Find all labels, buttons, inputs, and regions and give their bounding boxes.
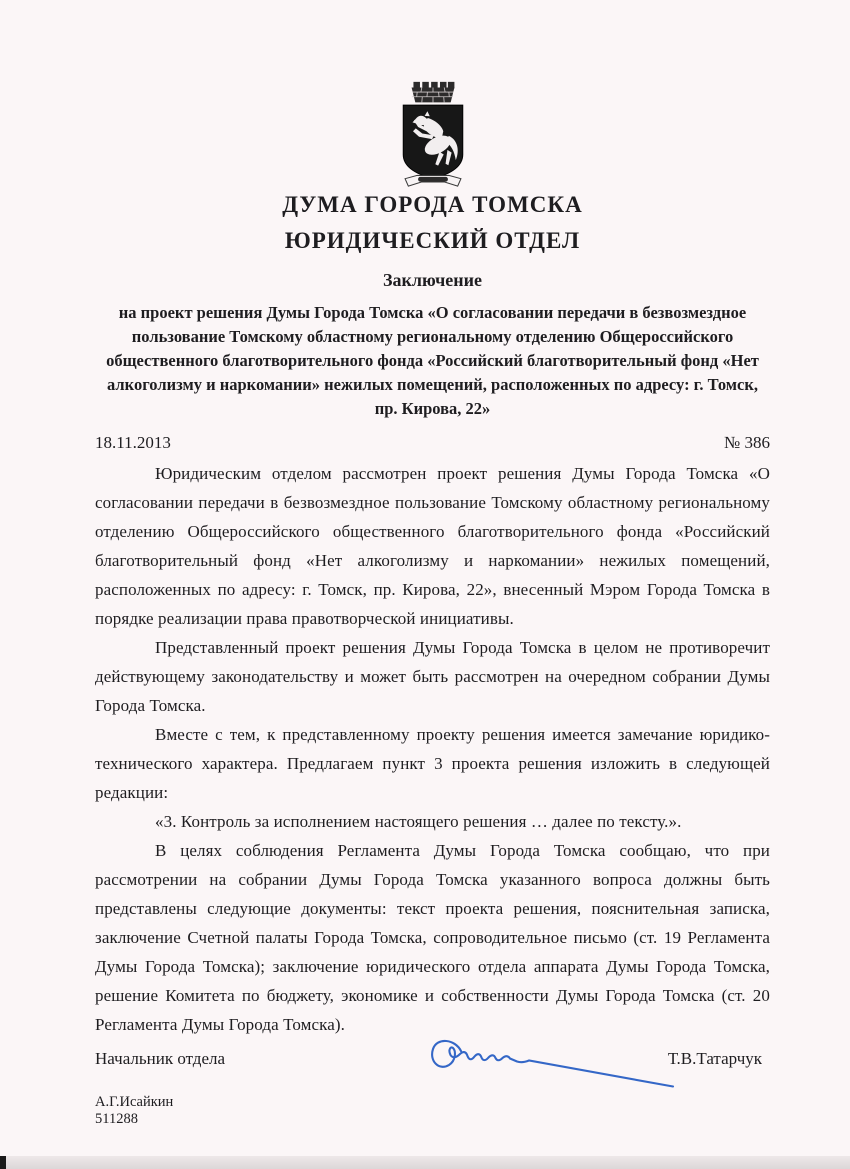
executor-phone: 511288: [95, 1111, 138, 1127]
executor-name: А.Г.Исайкин: [95, 1094, 174, 1110]
document-subject: на проект решения Думы Города Томска «О согласовании передачи в безвозмездное пользование Томскому областному региональному отделению Общероссийского общественного благотворительного фонда «Российский благотворительный фонд «Нет алкоголизму и наркомании» нежилых помещений, расположенных по адресу: г. Томск, пр. Кирова, 22»: [106, 303, 759, 418]
body-paragraph: Юридическим отделом рассмотрен проект решения Думы Города Томска «О согласовании передачи в безвозмездное пользование Томскому областному региональному отделению Общероссийского общественного благотворительного фонда «Российский благотворительный фонд «Нет алкоголизму и наркомании» нежилых помещений, расположенных по адресу: г. Томск, пр. Кирова, 22», внесенный Мэром Города Томска в порядке реализации права правотворческой инициативы.: [95, 464, 770, 628]
department-name: ЮРИДИЧЕСКИЙ ОТДЕЛ: [284, 228, 581, 253]
letter-body: [95, 459, 770, 1039]
ribbon-banner-icon: [405, 175, 461, 186]
document-number: № 386: [724, 433, 770, 452]
scan-edge-mark: [0, 1156, 6, 1169]
tomsk-coat-of-arms-icon: [384, 80, 482, 188]
date-number-row: [95, 433, 770, 453]
org-name: ДУМА ГОРОДА ТОМСКА: [282, 192, 583, 217]
body-paragraph: Представленный проект решения Думы Города Томска в целом не противоречит действующему законодательству и может быть рассмотрен на очередном собрании Думы Города Томска.: [95, 638, 770, 715]
executor-block: [95, 1094, 173, 1128]
handwritten-signature-icon: [425, 1033, 681, 1095]
body-paragraph: Вместе с тем, к представленному проекту решения имеется замечание юридико-технического характера. Предлагаем пункт 3 проекта решения изложить в следующей редакции:: [95, 725, 770, 802]
scan-edge-band: [0, 1156, 850, 1169]
mural-crown-icon: [411, 82, 454, 102]
document-date: 18.11.2013: [95, 433, 171, 452]
body-paragraph: В целях соблюдения Регламента Думы Города Томска сообщаю, что при рассмотрении на собрании Думы Города Томска указанного вопроса должны быть представлены следующие документы: текст проекта решения, пояснительная записка, заключение Счетной палаты Города Томска, сопроводительное письмо (ст. 19 Регламента Думы Города Томска); заключение юридического отдела аппарата Думы Города Томска, решение Комитета по бюджету, экономике и собственности Думы Города Томска (ст. 20 Регламента Думы Города Томска).: [95, 841, 770, 1034]
body-paragraph: «3. Контроль за исполнением настоящего решения … далее по тексту.».: [155, 812, 682, 831]
document-type-heading: Заключение: [383, 270, 482, 290]
signature-block: [95, 1049, 770, 1069]
signer-position: Начальник отдела: [95, 1049, 226, 1068]
signer-name: Т.В.Татарчук: [667, 1049, 762, 1068]
